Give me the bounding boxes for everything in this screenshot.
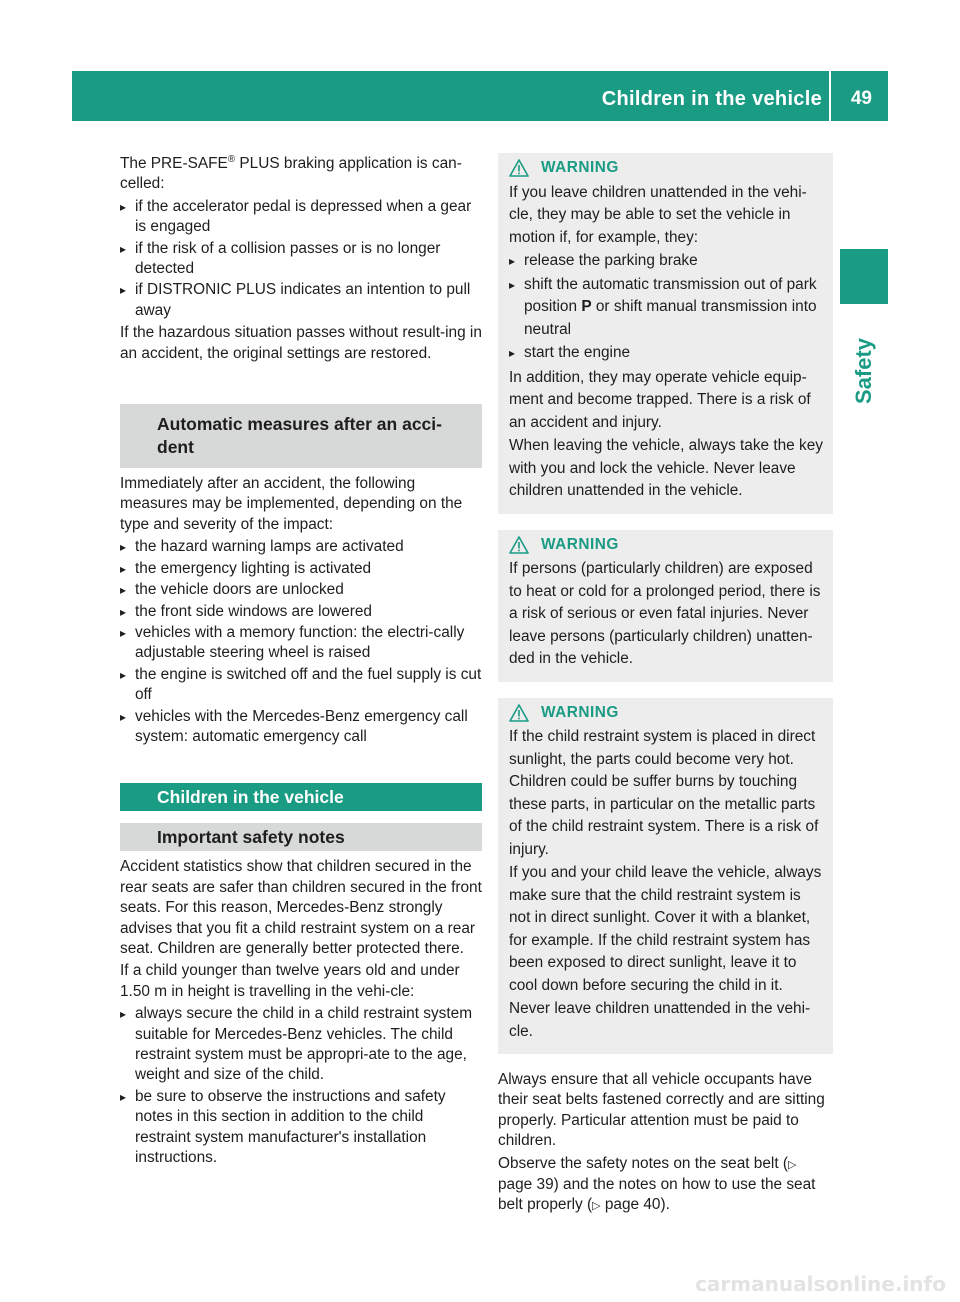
- right-column: [498, 153, 833, 1219]
- warning-box-sunlight: [498, 698, 833, 1055]
- seat-belt-reference-paragraph: Observe the safety notes on the seat belt (▷ page 39) and the notes on how to use the seat belt properly (▷ page 40).: [498, 1154, 816, 1214]
- warning-title: WARNING: [541, 703, 619, 721]
- list-item: ▸ vehicles with the Mercedes-Benz emergency call system: automatic emergency call: [120, 707, 482, 748]
- list-item: ▸ always secure the child in a child restraint system suitable for Mercedes-Benz vehicles. The child restraint system must be appropri-ate to the age, weight and size of the child.: [120, 1004, 482, 1086]
- warning-text: Never leave children unattended in the vehi-cle.: [509, 1000, 811, 1040]
- pre-safe-intro: The PRE-SAFE® PLUS braking application is can-celled:: [120, 153, 462, 193]
- auto-measures-list: [120, 537, 482, 747]
- page-reference-arrow-icon: ▷: [592, 1200, 601, 1213]
- section-heading-children: Children in the vehicle: [120, 783, 482, 811]
- warning-header: [509, 702, 825, 725]
- warning-triangle-icon: [509, 704, 529, 722]
- warning-text: If you and your child leave the vehicle, always make sure that the child restraint system is not in direct sunlight. Cover it with a blanket, for example. If the child restraint system has been exposed to direct sunlight, leave it to cool down before securing the child in it.: [509, 864, 822, 994]
- left-column: [120, 154, 482, 1170]
- header-bar: [72, 71, 888, 121]
- warning-list: [509, 250, 825, 365]
- warning-text: If you leave children unattended in the vehi-cle, they may be able to set the vehicle in motion if, for example, they:: [509, 183, 807, 246]
- page-title: Children in the vehicle: [601, 88, 822, 110]
- subsection-heading-safety-notes: Important safety notes: [120, 823, 482, 851]
- warning-title: WARNING: [541, 159, 619, 176]
- warning-box-heat-cold: [498, 530, 833, 682]
- warning-header: [509, 157, 825, 180]
- warning-title: WARNING: [541, 535, 619, 553]
- warning-text: If persons (particularly children) are exposed to heat or cold for a prolonged period, there is a risk of serious or even fatal injuries. Never leave persons (particularly children) unatten-ded in the vehicle.: [509, 560, 821, 667]
- list-item: ▸ if the risk of a collision passes or is no longer detected: [120, 239, 482, 280]
- list-item: ▸ start the engine: [509, 342, 825, 365]
- list-item: ▸ if the accelerator pedal is depressed when a gear is engaged: [120, 197, 482, 238]
- warning-text: If the child restraint system is placed in direct sunlight, the parts could become very hot. Children could be suffer burns by touching these parts, in particular on the metallic parts of the child restraint system. There is a risk of injury.: [509, 728, 819, 858]
- list-item: ▸ the vehicle doors are unlocked: [120, 580, 482, 600]
- child-list: [120, 1004, 482, 1168]
- side-tab-marker: [840, 249, 888, 304]
- warning-triangle-icon: [509, 159, 529, 177]
- warning-header: [509, 534, 825, 557]
- accident-statistics-paragraph: Accident statistics show that children secured in the rear seats are safer than children secured in the front seats. For this reason, Mercedes-Benz strongly advises that you fit a child restraint system on a rear seat. Children are generally better protected there.: [120, 858, 482, 957]
- warning-box-unattended: [498, 153, 833, 514]
- child-height-paragraph: If a child younger than twelve years old and under 1.50 m in height is travelling in the vehi-cle:: [120, 962, 460, 1000]
- warning-text: In addition, they may operate vehicle equip-ment and become trapped. There is a risk of an accident and injury.: [509, 368, 811, 431]
- list-item: ▸ vehicles with a memory function: the electri-cally adjustable steering wheel is raised: [120, 623, 482, 664]
- warning-text: When leaving the vehicle, always take the key with you and lock the vehicle. Never leave children unattended in the vehicle.: [509, 437, 823, 499]
- list-item: ▸ the engine is switched off and the fuel supply is cut off: [120, 665, 482, 706]
- warning-triangle-icon: [509, 536, 529, 554]
- page-number: 49: [850, 88, 872, 109]
- list-item: ▸ the hazard warning lamps are activated: [120, 537, 482, 557]
- list-item: ▸ the emergency lighting is activated: [120, 559, 482, 579]
- occupants-paragraph: Always ensure that all vehicle occupants have their seat belts fastened correctly and are sitting properly. Particular attention must be paid to children.: [498, 1071, 825, 1150]
- list-item: ▸ shift the automatic transmission out of park position P or shift manual transmission into neutral: [509, 274, 825, 342]
- auto-intro-paragraph: Immediately after an accident, the following measures may be implemented, depending on the type and severity of the impact:: [120, 475, 463, 533]
- list-item: ▸ if DISTRONIC PLUS indicates an intention to pull away: [120, 280, 482, 321]
- restore-paragraph: If the hazardous situation passes without result-ing in an accident, the original settings are restored.: [120, 324, 482, 362]
- watermark: carmanualsonline.info: [695, 1272, 946, 1296]
- list-item: ▸ the front side windows are lowered: [120, 602, 482, 622]
- side-tab-label: Safety: [851, 337, 876, 404]
- header-divider: [829, 71, 831, 121]
- section-heading-automatic-measures: Automatic measures after an acci-dent: [120, 404, 482, 468]
- list-item: ▸ be sure to observe the instructions and safety notes in this section in addition to the child restraint system manufacturer's installation instructions.: [120, 1087, 482, 1169]
- cancel-list: [120, 197, 482, 321]
- list-item: ▸ release the parking brake: [509, 250, 825, 273]
- page-reference-arrow-icon: ▷: [788, 1158, 797, 1171]
